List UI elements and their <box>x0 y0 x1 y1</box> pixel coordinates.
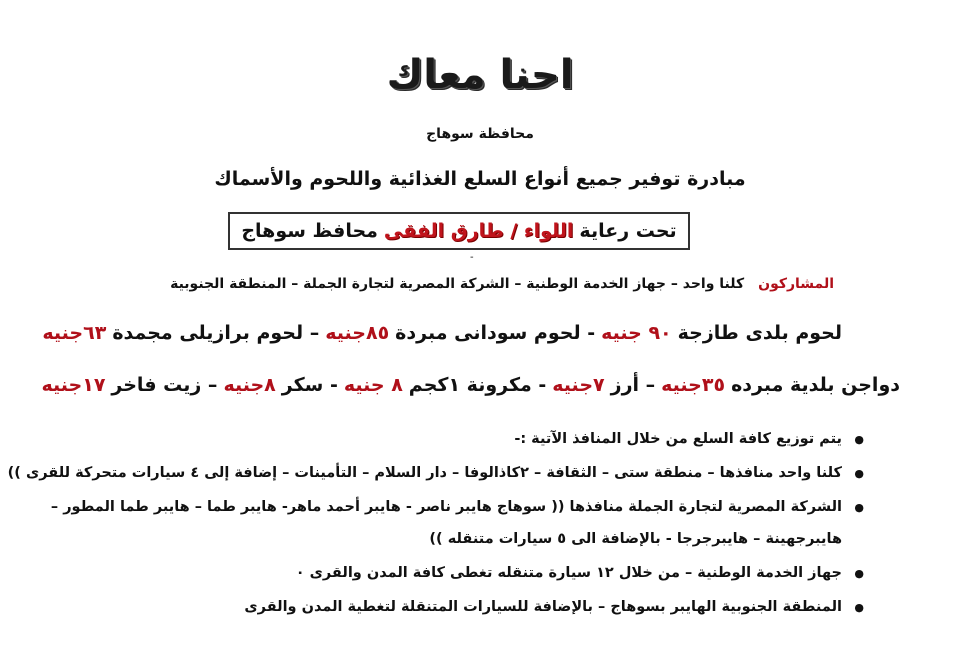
price-item: – أرز <box>610 374 656 396</box>
price-value: ٩٠ جنيه <box>601 322 672 344</box>
main-title: احنا معاك <box>386 52 574 98</box>
price-value: ٨٥جنيه <box>325 322 390 344</box>
governorate-subtitle: محافظة سوهاج <box>426 126 534 142</box>
list-item: ● يتم توزيع كافة السلع من خلال المنافذ الآتية :- <box>44 430 864 448</box>
price-item: - لحوم سودانى مبردة <box>395 322 596 344</box>
price-value: ٣٥جنيه <box>661 374 726 396</box>
list-item-continuation: هايبرجهينة – هايبرجرجا - بالإضافة الى ٥ سيارات متنقله )) <box>429 531 842 547</box>
list-item: ● كلنا واحد منافذها – منطقة ستى – الثقافة – ٢كاذالوفا – دار السلام – التأمينات – إضافة إلى ٤ سيارات متحركة للقرى )) <box>44 464 864 482</box>
list-item: ● الشركة المصرية لتجارة الجملة منافذها (( سوهاج هايبر ناصر - هايبر أحمد ماهر- هايبر طما – هايبر طما المطور – <box>44 498 864 516</box>
grocery-prices-line <box>41 374 900 396</box>
distribution-list <box>7 430 864 616</box>
price-item: – زيت فاخر <box>111 374 218 396</box>
patron-box <box>228 212 690 250</box>
initiative-heading: مبادرة توفير جميع أنواع السلع الغذائية واللحوم والأسماك <box>214 168 746 190</box>
price-value: ١٧جنيه <box>41 374 106 396</box>
list-item: ● جهاز الخدمة الوطنية – من خلال ١٢ سيارة متنقله تغطى كافة المدن والقرى ٠ <box>44 564 864 582</box>
list-item: ● المنطقة الجنوبية الهايبر بسوهاج – بالإضافة للسيارات المتنقلة لتغطية المدن والقرى <box>44 598 864 616</box>
meat-prices-line <box>42 322 842 344</box>
price-value: ٨ جنيه <box>343 374 403 396</box>
price-item: – لحوم برازيلى مجمدة <box>112 322 320 344</box>
separator-mark: - <box>470 252 474 263</box>
price-value: ٦٣جنيه <box>42 322 107 344</box>
participants-label: المشاركون <box>758 276 834 292</box>
patron-name: اللواء / طارق الفقى <box>383 220 574 242</box>
participants-list: كلنا واحد – جهاز الخدمة الوطنية – الشركة المصرية لتجارة الجملة – المنطقة الجنوبية <box>170 276 745 292</box>
patron-title: محافظ سوهاج <box>241 220 378 242</box>
price-item: - سكر <box>281 374 338 396</box>
price-value: ٨جنيه <box>223 374 276 396</box>
price-item: - مكرونة ١كجم <box>408 374 547 396</box>
price-item: دواجن بلدية مبرده <box>731 374 900 396</box>
patron-prefix: تحت رعاية <box>579 220 677 242</box>
participants-line <box>170 276 834 292</box>
price-item: لحوم بلدى طازجة <box>677 322 842 344</box>
price-value: ٧جنيه <box>552 374 605 396</box>
